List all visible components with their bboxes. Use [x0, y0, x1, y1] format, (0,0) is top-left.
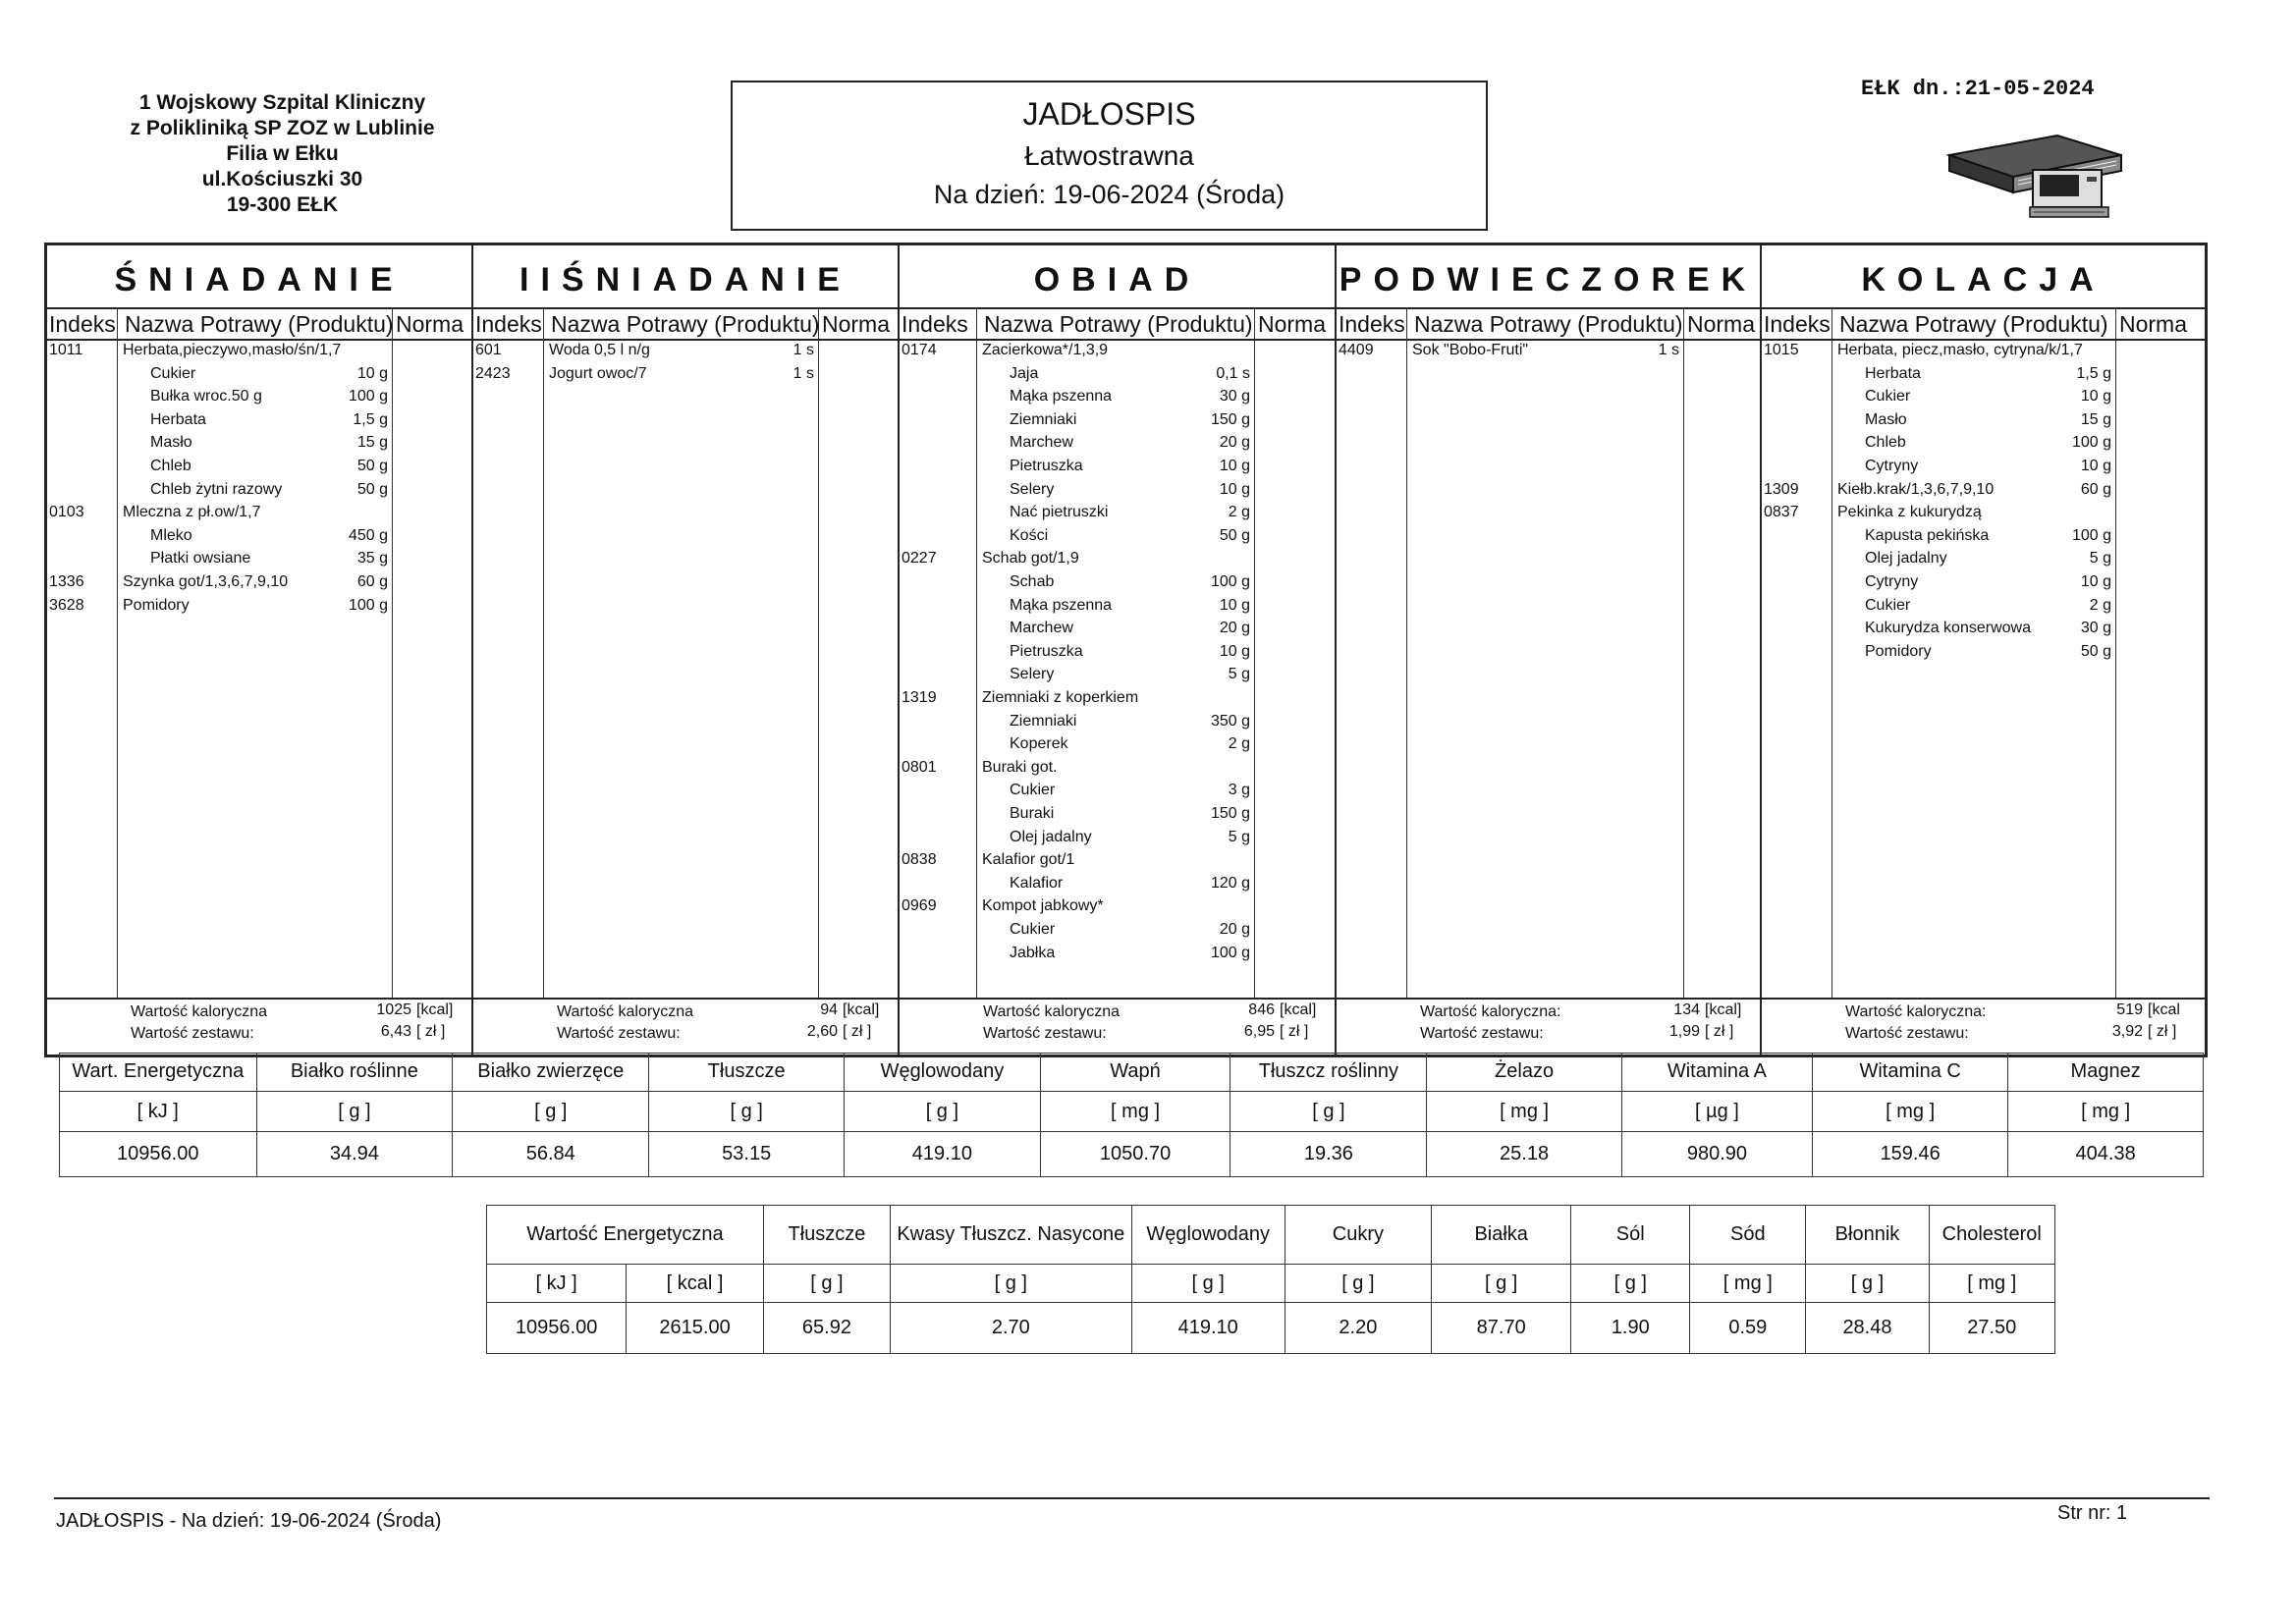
- nutrition1-value: 19.36: [1230, 1132, 1427, 1177]
- nutrition-table-2: [486, 1205, 2055, 1354]
- row-norm: 10 g: [1219, 642, 1250, 660]
- row-norm: 20 g: [1219, 921, 1250, 938]
- row-norm: 10 g: [1219, 596, 1250, 614]
- price-unit: [ zł ]: [416, 1023, 446, 1040]
- nutrition2-unit: [ g ]: [1571, 1265, 1690, 1302]
- row-name: Ziemniaki: [1010, 410, 1077, 428]
- kcal-value: 846: [1248, 1001, 1275, 1018]
- row-name: Herbata, piecz,masło, cytryna/k/1,7: [1837, 342, 2083, 358]
- meal-column: [47, 245, 473, 1055]
- row-norm: 20 g: [1219, 434, 1250, 452]
- row-name: Marchew: [1010, 434, 1073, 452]
- column-divider: [1406, 307, 1407, 998]
- header-name: Nazwa Potrawy (Produktu): [125, 311, 394, 337]
- nutrition1-value: 404.38: [2008, 1132, 2204, 1177]
- row-norm: 50 g: [2080, 642, 2111, 660]
- nutrition2-header: Cukry: [1285, 1206, 1431, 1265]
- row-name: Pietruszka: [1010, 642, 1083, 660]
- meal-column: [1762, 245, 2205, 1055]
- meal-column: [900, 245, 1337, 1055]
- nutrition1-unit: [ g ]: [1230, 1091, 1427, 1131]
- nutrition2-header: Sód: [1690, 1206, 1806, 1265]
- kcal-value: 94: [820, 1001, 838, 1018]
- nutrition2-header: Cholesterol: [1929, 1206, 2054, 1265]
- kcal-label: Wartość kaloryczna:: [1845, 1003, 1987, 1020]
- meal-column-header: [47, 307, 471, 341]
- meal-title: PODWIECZOREK: [1339, 261, 1758, 298]
- header-norm: Norma: [822, 311, 891, 337]
- nutrition2-value: 2615.00: [627, 1302, 764, 1353]
- nutrition1-unit: [ µg ]: [1621, 1091, 1812, 1131]
- row-norm: 50 g: [356, 458, 388, 474]
- nutrition1-header: Żelazo: [1427, 1054, 1621, 1092]
- price-unit: [ zł ]: [1705, 1023, 1734, 1040]
- header-name: Nazwa Potrawy (Produktu): [984, 311, 1253, 337]
- row-index: 0103: [49, 504, 84, 521]
- column-divider: [392, 307, 393, 998]
- row-name: Koperek: [1010, 735, 1068, 753]
- row-index: 0969: [902, 897, 937, 915]
- header-name: Nazwa Potrawy (Produktu): [551, 311, 820, 337]
- nutrition1-unit: [ g ]: [453, 1091, 649, 1131]
- row-name: Masło: [1865, 410, 1907, 428]
- row-norm: 350 g: [1210, 712, 1250, 730]
- hospital-street: ul.Kościuszki 30: [201, 168, 363, 190]
- row-name: Kalafior got/1: [982, 851, 1075, 869]
- row-norm: 1,5 g: [353, 410, 388, 428]
- row-norm: 10 g: [1219, 458, 1250, 474]
- price-value: 6,43: [380, 1023, 411, 1040]
- title-box: [731, 81, 1488, 231]
- row-norm: [1197, 757, 1250, 779]
- nutrition1-value: 980.90: [1621, 1132, 1812, 1177]
- row-norm: [1197, 548, 1250, 569]
- header-index: Indeks: [902, 311, 968, 337]
- row-norm: 60 g: [2080, 480, 2111, 498]
- row-name: Olej jadalny: [1865, 550, 1947, 568]
- row-norm: [1197, 687, 1250, 709]
- meal-summary: [900, 998, 1335, 1049]
- nutrition2-header: Tłuszcze: [763, 1206, 890, 1265]
- row-index: 4409: [1339, 342, 1374, 358]
- meal-summary: [47, 998, 471, 1049]
- column-divider: [117, 307, 118, 998]
- nutrition2-unit: [ kJ ]: [487, 1265, 627, 1302]
- nutrition2-unit: [ mg ]: [1929, 1265, 2054, 1302]
- row-index: 0837: [1764, 504, 1799, 521]
- row-index: 1336: [49, 573, 84, 590]
- row-norm: 3 g: [1228, 782, 1250, 799]
- row-index: 1319: [902, 689, 937, 706]
- nutrition2-value: 419.10: [1131, 1302, 1285, 1353]
- nutrition2-value: 87.70: [1432, 1302, 1571, 1353]
- row-norm: 1,5 g: [2076, 364, 2111, 382]
- row-norm: 1 s: [1658, 342, 1679, 358]
- hospital-name: 1 Wojskowy Szpital Kliniczny: [138, 91, 426, 114]
- row-name: Selery: [1010, 666, 1055, 683]
- row-name: Cukier: [1010, 782, 1056, 799]
- header-name: Nazwa Potrawy (Produktu): [1839, 311, 2108, 337]
- row-norm: 30 g: [1219, 388, 1250, 406]
- nutrition1-unit: [ g ]: [845, 1091, 1041, 1131]
- header-norm: Norma: [1687, 311, 1756, 337]
- menu-date: Na dzień: 19-06-2024 (Środa): [933, 180, 1285, 209]
- meal-title: KOLACJA: [1861, 261, 2105, 298]
- meal-summary: [473, 998, 898, 1049]
- row-norm: 35 g: [356, 550, 388, 568]
- row-name: Pomidory: [123, 596, 190, 614]
- row-name: Herbata: [1865, 364, 1921, 382]
- nutrition2-value: 2.70: [890, 1302, 1131, 1353]
- nutrition2-unit: [ g ]: [1806, 1265, 1929, 1302]
- nutrition1-header: Węglowodany: [845, 1054, 1041, 1092]
- row-name: Jogurt owoc/7: [549, 364, 647, 382]
- nutrition1-value: 419.10: [845, 1132, 1041, 1177]
- row-name: Chleb: [150, 458, 191, 474]
- nutrition2-unit: [ g ]: [763, 1265, 890, 1302]
- price-unit: [ zł ]: [1280, 1023, 1309, 1040]
- column-divider: [1254, 307, 1255, 998]
- header-norm: Norma: [1258, 311, 1327, 337]
- row-name: Kiełb.krak/1,3,6,7,9,10: [1837, 480, 1995, 498]
- meal-column-header: [1337, 307, 1760, 341]
- row-name: Buraki: [1010, 805, 1055, 822]
- row-name: Kapusta pekińska: [1865, 526, 1990, 544]
- row-name: Kompot jabkowy*: [982, 897, 1104, 915]
- row-name: Buraki got.: [982, 758, 1058, 776]
- row-name: Sok "Bobo-Fruti": [1412, 342, 1529, 358]
- hospital-info: [93, 90, 471, 218]
- kcal-unit: [kcal]: [1280, 1001, 1317, 1018]
- row-name: Pekinka z kukurydzą: [1837, 504, 1982, 521]
- nutrition2-value: 28.48: [1806, 1302, 1929, 1353]
- column-divider: [1831, 307, 1832, 998]
- nutrition1-value: 56.84: [453, 1132, 649, 1177]
- row-norm: [1197, 895, 1250, 917]
- nutrition2-unit: [ mg ]: [1690, 1265, 1806, 1302]
- nutrition2-header: Węglowodany: [1131, 1206, 1285, 1265]
- meal-title: OBIAD: [1033, 261, 1201, 298]
- row-name: Herbata: [150, 410, 206, 428]
- meal-column: [1337, 245, 1762, 1055]
- kcal-value: 1025: [376, 1001, 411, 1018]
- kcal-unit: [kcal]: [1705, 1001, 1742, 1018]
- row-norm: [1197, 340, 1250, 361]
- nutrition1-header: Wapń: [1040, 1054, 1230, 1092]
- row-name: Cytryny: [1865, 573, 1919, 590]
- nutrition1-header: Tłuszcze: [649, 1054, 845, 1092]
- column-divider: [1683, 307, 1684, 998]
- nutrition2-value: 1.90: [1571, 1302, 1690, 1353]
- nutrition1-header: Wart. Energetyczna: [60, 1054, 257, 1092]
- nutrition1-header: Białko roślinne: [256, 1054, 453, 1092]
- row-norm: 5 g: [1228, 666, 1250, 683]
- row-norm: 120 g: [1210, 874, 1250, 892]
- row-name: Olej jadalny: [1010, 828, 1092, 845]
- nutrition2-value: 27.50: [1929, 1302, 2054, 1353]
- price-label: Wartość zestawu:: [983, 1025, 1107, 1042]
- nutrition1-unit: [ mg ]: [2008, 1091, 2204, 1131]
- row-name: Pomidory: [1865, 642, 1932, 660]
- meal-summary: [1762, 998, 2205, 1049]
- row-name: Szynka got/1,3,6,7,9,10: [123, 573, 289, 590]
- row-norm: 15 g: [356, 434, 388, 452]
- row-norm: 100 g: [2071, 526, 2111, 544]
- kcal-unit: [kcal]: [416, 1001, 454, 1018]
- nutrition1-value: 25.18: [1427, 1132, 1621, 1177]
- price-label: Wartość zestawu:: [557, 1025, 681, 1042]
- row-norm: 50 g: [356, 480, 388, 498]
- column-divider: [976, 307, 977, 998]
- row-name: Kukurydza konserwowa: [1865, 620, 2031, 637]
- row-name: Bułka wroc.50 g: [150, 388, 262, 406]
- header-index: Indeks: [1764, 311, 1831, 337]
- hospital-branch: Filia w Ełku: [226, 142, 339, 165]
- nutrition2-unit: [ kcal ]: [627, 1265, 764, 1302]
- row-name: Cukier: [1010, 921, 1056, 938]
- book-computer-icon: [1940, 116, 2136, 224]
- row-index: 1015: [1764, 342, 1799, 358]
- nutrition1-unit: [ mg ]: [1427, 1091, 1621, 1131]
- row-name: Woda 0,5 l n/g: [549, 342, 650, 358]
- nutrition1-unit: [ mg ]: [1040, 1091, 1230, 1131]
- row-norm: [335, 340, 388, 361]
- nutrition2-value: 0.59: [1690, 1302, 1806, 1353]
- kcal-label: Wartość kaloryczna: [557, 1003, 693, 1020]
- row-name: Mąka pszenna: [1010, 596, 1113, 614]
- nutrition1-value: 159.46: [1813, 1132, 2008, 1177]
- column-divider: [818, 307, 819, 998]
- nutrition1-header: Magnez: [2008, 1054, 2204, 1092]
- row-name: Ziemniaki z koperkiem: [982, 689, 1139, 706]
- row-name: Chleb żytni razowy: [150, 480, 283, 498]
- kcal-value: 134: [1673, 1001, 1700, 1018]
- row-name: Mleko: [150, 526, 192, 544]
- meal-column-header: [1762, 307, 2205, 341]
- row-name: Ziemniaki: [1010, 712, 1077, 730]
- row-norm: 20 g: [1219, 620, 1250, 637]
- header-norm: Norma: [2119, 311, 2188, 337]
- nutrition2-unit: [ g ]: [1131, 1265, 1285, 1302]
- row-norm: [2058, 502, 2111, 523]
- row-norm: [2058, 340, 2111, 361]
- row-norm: 100 g: [1210, 573, 1250, 590]
- row-norm: 30 g: [2080, 620, 2111, 637]
- row-name: Schab: [1010, 573, 1055, 590]
- row-name: Cukier: [1865, 388, 1911, 406]
- kcal-unit: [kcal: [2148, 1001, 2180, 1018]
- row-index: 0801: [902, 758, 937, 776]
- nutrition-table-1: [59, 1053, 2204, 1177]
- kcal-label: Wartość kaloryczna: [983, 1003, 1120, 1020]
- row-norm: 1 s: [793, 342, 814, 358]
- nutrition1-header: Białko zwierzęce: [453, 1054, 649, 1092]
- row-name: Kości: [1010, 526, 1049, 544]
- row-norm: 5 g: [1228, 828, 1250, 845]
- row-norm: 450 g: [348, 526, 388, 544]
- row-name: Zacierkowa*/1,3,9: [982, 342, 1109, 358]
- nutrition2-value: 2.20: [1285, 1302, 1431, 1353]
- row-norm: 0,1 s: [1216, 364, 1250, 382]
- row-name: Marchew: [1010, 620, 1073, 637]
- row-name: Płatki owsiane: [150, 550, 251, 568]
- row-norm: 100 g: [2071, 434, 2111, 452]
- row-norm: 10 g: [1219, 480, 1250, 498]
- row-norm: 10 g: [2080, 458, 2111, 474]
- energy-header: Wartość Energetyczna: [487, 1206, 764, 1265]
- nutrition1-value: 53.15: [649, 1132, 845, 1177]
- row-norm: 10 g: [2080, 388, 2111, 406]
- row-name: Nać pietruszki: [1010, 504, 1109, 521]
- row-norm: 5 g: [2089, 550, 2111, 568]
- row-norm: [335, 502, 388, 523]
- price-label: Wartość zestawu:: [1420, 1025, 1544, 1042]
- hospital-city: 19-300 EŁK: [226, 193, 339, 216]
- header-index: Indeks: [49, 311, 116, 337]
- nutrition1-value: 1050.70: [1040, 1132, 1230, 1177]
- meal-title: IIŚNIADANIE: [519, 261, 851, 298]
- row-name: Jaja: [1010, 364, 1039, 382]
- nutrition1-header: Witamina A: [1621, 1054, 1812, 1092]
- meal-summary: [1337, 998, 1760, 1049]
- row-index: 1011: [49, 342, 83, 358]
- nutrition2-header: Sól: [1571, 1206, 1690, 1265]
- meal-title: ŚNIADANIE: [114, 261, 405, 298]
- price-value: 2,60: [806, 1023, 838, 1040]
- row-name: Selery: [1010, 480, 1055, 498]
- header-index: Indeks: [475, 311, 542, 337]
- page-number: Str nr: 1: [2057, 1502, 2128, 1524]
- meal-column-header: [900, 307, 1335, 341]
- diet-name: Łatwostrawna: [1024, 140, 1194, 171]
- row-norm: 2 g: [1228, 504, 1250, 521]
- row-norm: 100 g: [348, 596, 388, 614]
- row-index: 1309: [1764, 480, 1799, 498]
- footer-divider: [54, 1497, 2210, 1499]
- row-norm: 15 g: [2080, 410, 2111, 428]
- nutrition1-unit: [ kJ ]: [60, 1091, 257, 1131]
- nutrition1-value: 10956.00: [60, 1132, 257, 1177]
- nutrition2-header: Błonnik: [1806, 1206, 1929, 1265]
- row-name: Masło: [150, 434, 192, 452]
- row-index: 3628: [49, 596, 84, 614]
- row-name: Chleb: [1865, 434, 1906, 452]
- meal-column: [473, 245, 900, 1055]
- row-name: Kalafior: [1010, 874, 1064, 892]
- price-label: Wartość zestawu:: [1845, 1025, 1969, 1042]
- row-norm: 10 g: [356, 364, 388, 382]
- row-norm: 50 g: [1219, 526, 1250, 544]
- row-name: Cukier: [150, 364, 196, 382]
- column-divider: [2115, 307, 2116, 998]
- kcal-label: Wartość kaloryczna: [131, 1003, 267, 1020]
- nutrition1-unit: [ g ]: [649, 1091, 845, 1131]
- print-date: EŁK dn.:21-05-2024: [1861, 77, 2095, 101]
- nutrition2-header: Kwasy Tłuszcz. Nasycone: [890, 1206, 1131, 1265]
- kcal-unit: [kcal]: [843, 1001, 880, 1018]
- row-index: 2423: [475, 364, 511, 382]
- nutrition1-unit: [ g ]: [256, 1091, 453, 1131]
- row-norm: 1 s: [793, 364, 814, 382]
- kcal-label: Wartość kaloryczna:: [1420, 1003, 1561, 1020]
- nutrition1-value: 34.94: [256, 1132, 453, 1177]
- price-value: 3,92: [2111, 1023, 2143, 1040]
- price-label: Wartość zestawu:: [131, 1025, 254, 1042]
- row-norm: 150 g: [1210, 410, 1250, 428]
- row-norm: 2 g: [2089, 596, 2111, 614]
- footer-text: JADŁOSPIS - Na dzień: 19-06-2024 (Środa): [56, 1510, 442, 1532]
- row-name: Mleczna z pł.ow/1,7: [123, 504, 261, 521]
- price-value: 1,99: [1668, 1023, 1700, 1040]
- header-name: Nazwa Potrawy (Produktu): [1414, 311, 1683, 337]
- row-name: Cukier: [1865, 596, 1911, 614]
- column-divider: [543, 307, 544, 998]
- row-name: Schab got/1,9: [982, 550, 1079, 568]
- row-norm: 100 g: [1210, 944, 1250, 961]
- kcal-value: 519: [2116, 1001, 2143, 1018]
- row-index: 0174: [902, 342, 937, 358]
- meals-table: [44, 243, 2208, 1057]
- nutrition1-unit: [ mg ]: [1813, 1091, 2008, 1131]
- nutrition2-header: Białka: [1432, 1206, 1571, 1265]
- nutrition2-value: 65.92: [763, 1302, 890, 1353]
- nutrition2-unit: [ g ]: [1285, 1265, 1431, 1302]
- nutrition1-header: Witamina C: [1813, 1054, 2008, 1092]
- row-name: Cytryny: [1865, 458, 1919, 474]
- nutrition1-header: Tłuszcz roślinny: [1230, 1054, 1427, 1092]
- row-name: Jabłka: [1010, 944, 1056, 961]
- row-name: Mąka pszenna: [1010, 388, 1113, 406]
- header-index: Indeks: [1339, 311, 1405, 337]
- row-norm: 150 g: [1210, 805, 1250, 822]
- price-unit: [ zł ]: [843, 1023, 872, 1040]
- nutrition2-unit: [ g ]: [1432, 1265, 1571, 1302]
- nutrition2-unit: [ g ]: [890, 1265, 1131, 1302]
- page-title: JADŁOSPIS: [1022, 96, 1196, 132]
- row-name: Pietruszka: [1010, 458, 1083, 474]
- row-index: 601: [475, 342, 502, 358]
- meal-column-header: [473, 307, 898, 341]
- price-unit: [ zł ]: [2148, 1023, 2177, 1040]
- hospital-parent: z Polikliniką SP ZOZ w Lublinie: [130, 117, 435, 139]
- row-norm: 100 g: [348, 388, 388, 406]
- row-name: Herbata,pieczywo,masło/śn/1,7: [123, 342, 342, 358]
- row-norm: 60 g: [356, 573, 388, 590]
- row-norm: 2 g: [1228, 735, 1250, 753]
- row-norm: [1197, 849, 1250, 871]
- row-norm: 10 g: [2080, 573, 2111, 590]
- row-index: 0227: [902, 550, 937, 568]
- row-index: 0838: [902, 851, 937, 869]
- nutrition2-value: 10956.00: [487, 1302, 627, 1353]
- header-norm: Norma: [396, 311, 465, 337]
- price-value: 6,95: [1243, 1023, 1275, 1040]
